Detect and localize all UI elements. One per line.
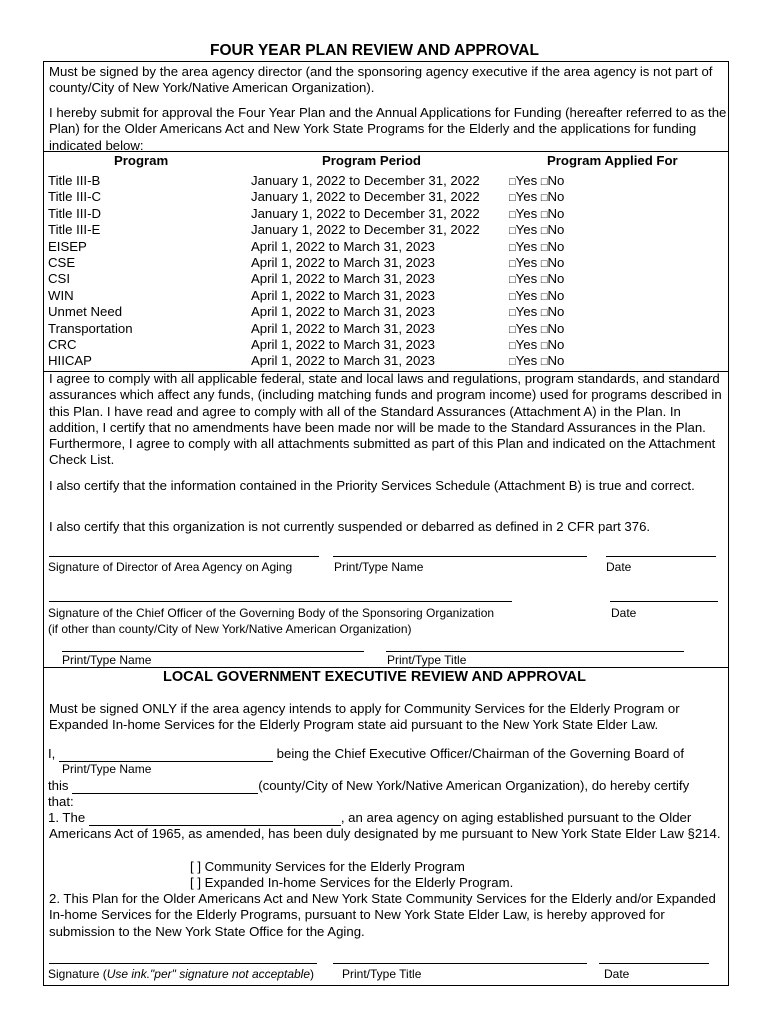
yes-checkbox[interactable]: □	[509, 192, 516, 205]
local-date-line[interactable]	[599, 963, 709, 964]
period-list	[251, 173, 480, 370]
no-label: No	[547, 287, 565, 303]
no-label: No	[547, 353, 565, 369]
form-title: FOUR YEAR PLAN REVIEW AND APPROVAL	[210, 42, 539, 59]
yes-checkbox[interactable]: □	[509, 323, 516, 336]
yes-checkbox[interactable]: □	[509, 307, 516, 320]
director-date-line[interactable]	[606, 556, 716, 557]
local-i-prefix: I,	[48, 746, 56, 761]
option-expanded-inhome[interactable]: [ ] Expanded In-home Services for the Elderly Program.	[190, 875, 514, 890]
program-period: April 1, 2022 to March 31, 2023	[251, 271, 436, 287]
applied-for-options	[509, 321, 564, 337]
director-date-label: Date	[606, 560, 632, 574]
program-name: Title III-E	[48, 222, 101, 238]
local-this-prefix: this	[48, 778, 69, 793]
applied-for-options	[509, 288, 564, 304]
yes-label: Yes	[515, 205, 538, 221]
program-period: January 1, 2022 to December 31, 2022	[251, 222, 480, 238]
yes-checkbox[interactable]: □	[509, 225, 516, 238]
officer-title-line[interactable]	[386, 651, 684, 652]
chief-officer-signature-line[interactable]	[49, 601, 512, 602]
certify-priority-text: I also certify that the information contained in the Priority Services Schedule (Attachment B) is true and correct.	[49, 478, 695, 493]
yes-checkbox[interactable]: □	[509, 356, 516, 369]
chief-officer-signature-label: Signature of the Chief Officer of the Governing Body of the Sponsoring Organization	[48, 606, 495, 620]
yes-label: Yes	[515, 336, 538, 352]
program-period: January 1, 2022 to December 31, 2022	[251, 205, 480, 221]
director-signature-line[interactable]	[49, 556, 319, 557]
no-label: No	[547, 271, 565, 287]
no-checkbox[interactable]: □	[540, 192, 548, 205]
program-name: Title III-D	[48, 205, 101, 221]
local-that: that:	[48, 794, 74, 809]
no-label: No	[547, 304, 565, 320]
header-program: Program	[114, 153, 169, 168]
yes-label: Yes	[515, 238, 538, 254]
local-title-label: Print/Type Title	[342, 967, 422, 981]
yes-checkbox[interactable]: □	[509, 257, 516, 270]
yes-label: Yes	[515, 304, 538, 320]
no-checkbox[interactable]: □	[540, 323, 548, 336]
no-checkbox[interactable]: □	[540, 176, 548, 188]
no-label: No	[547, 205, 565, 221]
applied-for-options	[509, 173, 564, 189]
yes-checkbox[interactable]: □	[509, 241, 516, 254]
applied-for-list	[509, 173, 564, 370]
program-list	[48, 173, 133, 370]
program-name: EISEP	[48, 238, 87, 254]
applied-for-options	[509, 353, 564, 369]
header-program-applied: Program Applied For	[547, 153, 678, 168]
yes-checkbox[interactable]: □	[509, 274, 516, 287]
instruction-text: Must be signed by the area agency director (and the sponsoring agency executive if the area agency is not part of county/City of New York/Native American Organization).	[49, 64, 713, 96]
program-name: Title III-B	[48, 173, 101, 188]
local-date-label: Date	[604, 967, 630, 981]
applied-for-options	[509, 189, 564, 205]
no-checkbox[interactable]: □	[540, 307, 548, 320]
program-name: Unmet Need	[48, 304, 123, 320]
no-label: No	[547, 173, 565, 188]
yes-label: Yes	[515, 222, 538, 238]
county-name-field[interactable]	[72, 778, 258, 794]
divider-local-section	[44, 667, 728, 668]
option-community-services[interactable]: [ ] Community Services for the Elderly Program	[190, 859, 465, 874]
local-this-suffix: (county/City of New York/Native American Organization), do hereby certify	[258, 778, 690, 793]
no-label: No	[547, 222, 565, 238]
program-period: January 1, 2022 to December 31, 2022	[251, 173, 480, 188]
program-period: April 1, 2022 to March 31, 2023	[251, 353, 436, 369]
yes-label: Yes	[515, 287, 538, 303]
program-name: Transportation	[48, 320, 133, 336]
no-label: No	[547, 189, 565, 205]
applied-for-options	[509, 304, 564, 320]
agreement-text: I agree to comply with all applicable federal, state and local laws and regulations, program standards, and standard assurances which affect any funds, (including matching funds and program income) used for programs described in this Plan. I have read and agree to comply with all of the Standard Assurances (Attachment A) in the Plan. In addition, I certify that no amendments have been made nor will be made to the Standard Assurances in the Plan. Furthermore, I agree to comply with all attachments submitted as part of this Plan and indicated on the Attachment Check List.	[49, 371, 722, 468]
officer-title-label: Print/Type Title	[387, 653, 467, 667]
applied-for-options	[509, 271, 564, 287]
item2-text: 2. This Plan for the Older Americans Act and New York State Community Services for the Elderly and/or Expanded In-home Services for the Elderly Programs, pursuant to New York State Elder Law, is hereby approved for submission to the New York State Office for the Aging.	[49, 891, 716, 939]
item1-suffix: , an area agency on aging established pursuant to the Older	[340, 810, 692, 825]
chief-officer-date-label: Date	[611, 606, 637, 620]
program-period: April 1, 2022 to March 31, 2023	[251, 336, 436, 352]
program-name: CSE	[48, 254, 76, 270]
no-checkbox[interactable]: □	[540, 257, 548, 270]
local-i-line	[48, 746, 684, 762]
local-signature-label	[48, 967, 314, 981]
item1-prefix: 1. The	[48, 810, 86, 825]
yes-label: Yes	[515, 271, 538, 287]
yes-label: Yes	[515, 173, 538, 188]
local-i-suffix: being the Chief Executive Officer/Chairman of the Governing Board of	[276, 746, 684, 761]
applied-for-options	[509, 206, 564, 222]
director-name-label: Print/Type Name	[334, 560, 424, 574]
item1-line	[48, 810, 691, 826]
local-signature-note: Use ink."per" signature not acceptable	[106, 967, 311, 981]
program-period: April 1, 2022 to March 31, 2023	[251, 304, 436, 320]
no-checkbox[interactable]: □	[540, 290, 548, 303]
program-period: April 1, 2022 to March 31, 2023	[251, 254, 436, 270]
program-period: January 1, 2022 to December 31, 2022	[251, 189, 480, 205]
local-title-line[interactable]	[333, 963, 587, 964]
no-label: No	[547, 336, 565, 352]
program-name: Title III-C	[48, 189, 101, 205]
agency-name-field[interactable]	[89, 810, 341, 826]
program-name: CRC	[48, 336, 77, 352]
program-period: April 1, 2022 to March 31, 2023	[251, 238, 436, 254]
chief-officer-date-line[interactable]	[610, 601, 718, 602]
officer-name-line[interactable]	[62, 651, 364, 652]
local-section-title: LOCAL GOVERNMENT EXECUTIVE REVIEW AND APPROVAL	[163, 669, 586, 685]
program-name: WIN	[48, 287, 74, 303]
local-this-line	[48, 778, 689, 794]
applied-for-options	[509, 239, 564, 255]
applied-for-options	[509, 337, 564, 353]
no-checkbox[interactable]: □	[540, 241, 548, 254]
no-checkbox[interactable]: □	[540, 356, 548, 369]
program-name: HIICAP	[48, 353, 92, 369]
yes-label: Yes	[515, 353, 538, 369]
local-signature-prefix: Signature (	[48, 967, 107, 981]
no-checkbox[interactable]: □	[540, 225, 548, 238]
director-name-line[interactable]	[333, 556, 587, 557]
no-label: No	[547, 238, 565, 254]
yes-label: Yes	[515, 254, 538, 270]
no-checkbox[interactable]: □	[540, 339, 548, 352]
local-signature-line[interactable]	[49, 963, 317, 964]
yes-checkbox[interactable]: □	[509, 290, 516, 303]
no-label: No	[547, 254, 565, 270]
local-instruction-text: Must be signed ONLY if the area agency intends to apply for Community Services for the Elderly Program or Expanded In-home Services for the Elderly Program state aid pursuant to the New York State Elder Law.	[49, 701, 680, 733]
program-period: April 1, 2022 to March 31, 2023	[251, 287, 436, 303]
header-program-period: Program Period	[322, 153, 421, 168]
director-signature-label: Signature of Director of Area Agency on Aging	[48, 560, 293, 574]
ceo-name-field[interactable]	[59, 746, 273, 762]
applied-for-options	[509, 222, 564, 238]
program-period: April 1, 2022 to March 31, 2023	[251, 320, 436, 336]
no-checkbox[interactable]: □	[540, 208, 548, 221]
program-name: CSI	[48, 271, 70, 287]
yes-label: Yes	[515, 320, 538, 336]
yes-checkbox[interactable]: □	[509, 208, 516, 221]
chief-officer-note: (if other than county/City of New York/Native American Organization)	[48, 622, 412, 636]
local-signature-suffix: )	[310, 967, 315, 981]
applied-for-options	[509, 255, 564, 271]
ceo-name-label: Print/Type Name	[62, 762, 152, 776]
yes-checkbox[interactable]: □	[509, 176, 516, 188]
no-label: No	[547, 320, 565, 336]
submission-text: I hereby submit for approval the Four Year Plan and the Annual Applications for Funding (hereafter referred to as the Plan) for the Older Americans Act and New York State Programs for the Elderly and the applications for funding indicated below:	[49, 105, 727, 153]
no-checkbox[interactable]: □	[540, 274, 548, 287]
officer-name-label: Print/Type Name	[62, 653, 152, 667]
certify-debarred-text: I also certify that this organization is not currently suspended or debarred as defined in 2 CFR part 376.	[49, 519, 651, 534]
item1-continuation: Americans Act of 1965, as amended, has been duly designated by me pursuant to New York State Elder Law §214.	[49, 826, 721, 841]
yes-label: Yes	[515, 189, 538, 205]
yes-checkbox[interactable]: □	[509, 339, 516, 352]
